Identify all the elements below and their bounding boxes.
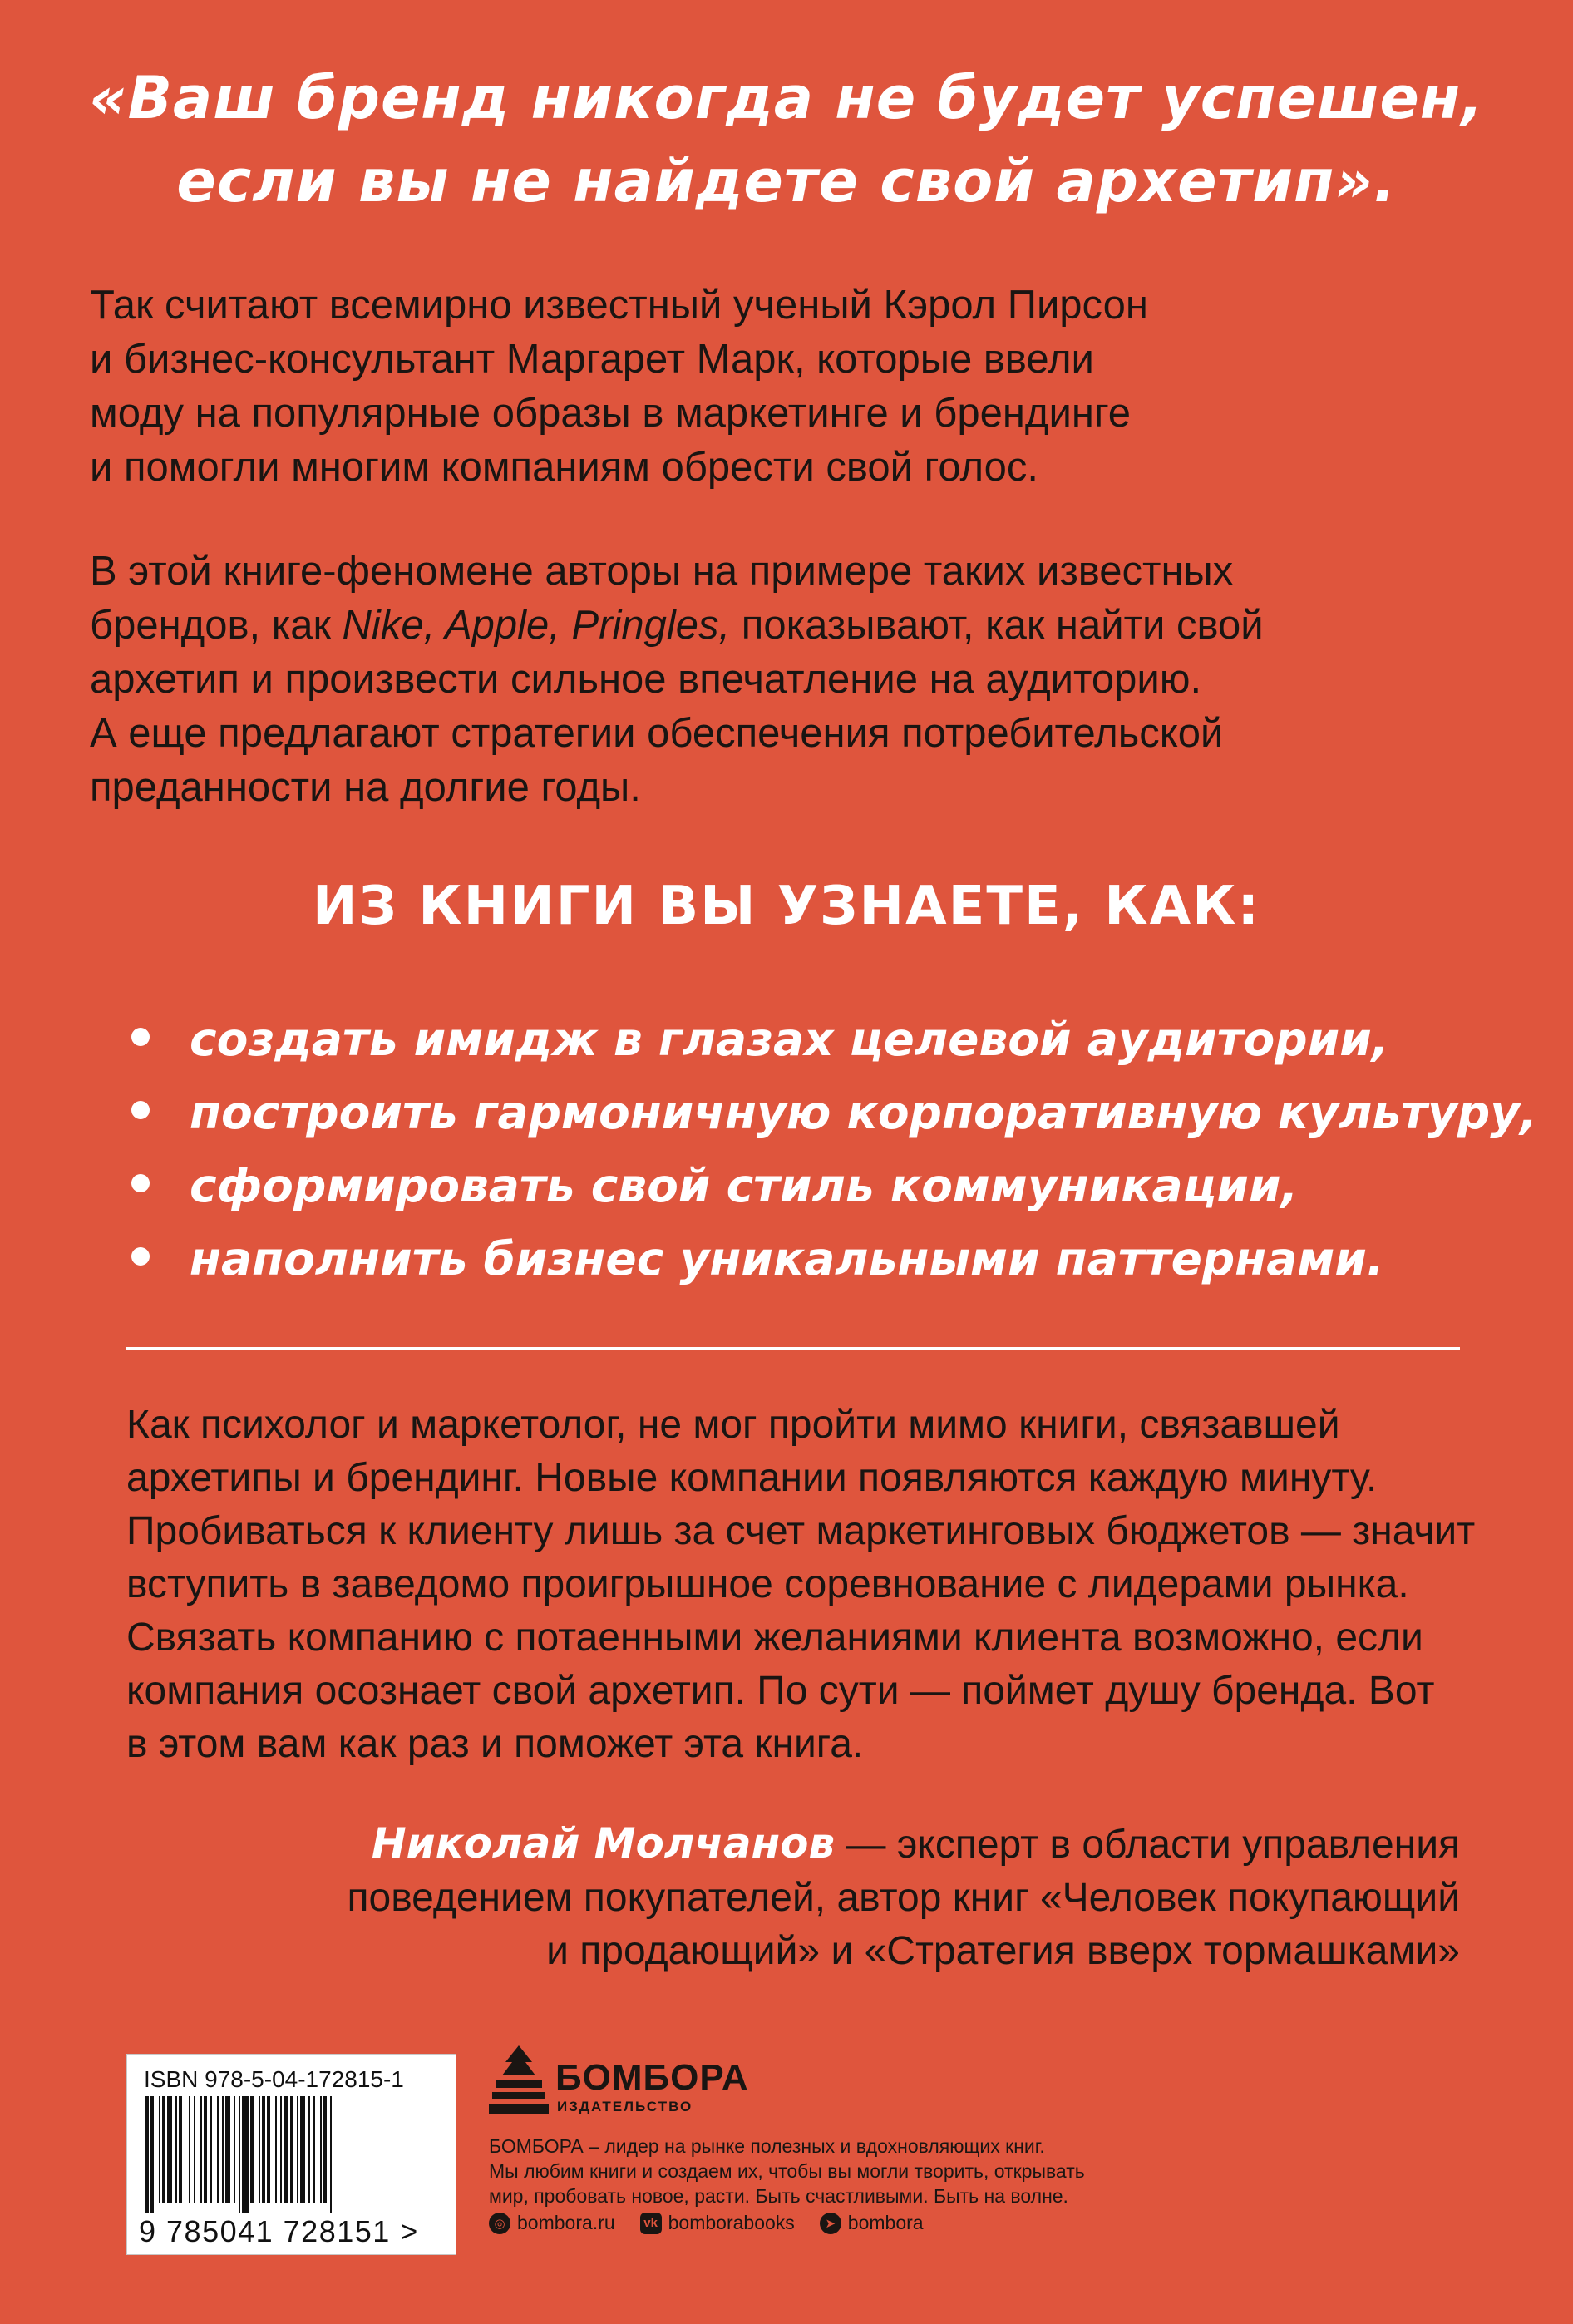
barcode-bar (313, 2096, 315, 2203)
learn-section-title: ИЗ КНИГИ ВЫ УЗНАЕТЕ, КАК: (312, 876, 1261, 937)
barcode-bar (330, 2096, 332, 2213)
list-item (125, 1149, 1538, 1222)
description-line: преданности на долгие годы. (90, 765, 641, 810)
globe-icon: ◎ (489, 2213, 510, 2234)
bullet-icon (131, 1028, 150, 1046)
social-label: bombora.ru (517, 2212, 615, 2233)
barcode-bar (204, 2096, 207, 2203)
list-item-text: создать имидж в глазах целевой аудитории, (190, 1013, 1389, 1066)
description-line: А еще предлагают стратегии обеспечения потребительской (90, 711, 1224, 756)
author-line: поведением покупателей, автор книг «Человек покупающий (347, 1876, 1460, 1920)
intro-line: и помогли многим компаниям обрести свой голос. (90, 445, 1039, 490)
publisher-desc-line: мир, пробовать новое, расти. Быть счастливыми. Быть на волне. (489, 2185, 1068, 2207)
list-item (125, 1222, 1538, 1295)
publisher-logo-icon (489, 2042, 549, 2119)
barcode-bar (150, 2096, 154, 2213)
social-label: bombora (847, 2212, 924, 2233)
barcode-bar (262, 2096, 265, 2203)
review-line: архетипы и брендинг. Новые компании появляются каждую минуту. (126, 1456, 1378, 1500)
intro-line: моду на популярные образы в маркетинге и брендинге (90, 391, 1131, 436)
review-line: Как психолог и маркетолог, не мог пройти мимо книги, связавшей (126, 1403, 1340, 1447)
barcode-bar (320, 2096, 322, 2203)
isbn-number: ISBN 978-5-04-172815-1 (144, 2066, 404, 2092)
social-vk[interactable] (640, 2212, 795, 2234)
barcode-bar (159, 2096, 160, 2203)
publisher-subtitle: ИЗДАТЕЛЬСТВО (557, 2099, 693, 2114)
list-item (125, 1076, 1538, 1149)
publisher-description (489, 2134, 1470, 2208)
author-role: — эксперт в области управления (835, 1823, 1460, 1867)
intro-paragraph (90, 279, 1503, 495)
description-text: показывают, как найти свой (730, 603, 1264, 648)
review-line: в этом вам как раз и поможет эта книга. (126, 1722, 864, 1766)
vk-icon: vk (640, 2213, 662, 2234)
barcode-bar (189, 2096, 190, 2203)
barcode-bar (175, 2096, 177, 2203)
barcode-bar (259, 2096, 260, 2203)
barcode-bar (239, 2096, 240, 2213)
brand-names: Nike, Apple, Pringles, (342, 603, 731, 648)
section-divider (126, 1347, 1460, 1350)
barcode-bar (284, 2096, 288, 2203)
barcode-bar (222, 2096, 224, 2203)
barcode-bar (210, 2096, 212, 2203)
barcode-bar (167, 2096, 172, 2203)
barcode-bar (200, 2096, 202, 2203)
intro-line: и бизнес-консультант Маргарет Марк, которые ввели (90, 337, 1094, 382)
description-line: В этой книге-феномене авторы на примере таких известных (90, 549, 1234, 594)
review-paragraph (126, 1399, 1476, 1771)
barcode-bar (179, 2096, 182, 2203)
list-item-text: построить гармоничную корпоративную культуру, (190, 1086, 1538, 1139)
barcode-bar (267, 2096, 270, 2203)
review-line: Пробиваться к клиенту лишь за счет маркетинговых бюджетов — значит (126, 1509, 1476, 1553)
barcode-bar (275, 2096, 277, 2203)
review-line: вступить в заведомо проигрышное соревнование с лидерами рынка. (126, 1562, 1409, 1606)
barcode-bar (290, 2096, 293, 2203)
headline-quote (0, 57, 1573, 223)
description-paragraph (90, 545, 1503, 815)
barcode-bar (280, 2096, 282, 2203)
barcode-bar (242, 2096, 249, 2213)
publisher-desc-line: Мы любим книги и создаем их, чтобы вы могли творить, открывать (489, 2160, 1085, 2182)
barcode-bars (142, 2096, 441, 2213)
review-line: Связать компанию с потаенными желаниями клиента возможно, если (126, 1616, 1423, 1660)
barcode-bar (234, 2096, 235, 2203)
review-line: компания осознает свой архетип. По сути — поймет душу бренда. Вот (126, 1669, 1435, 1713)
barcode-bar (145, 2096, 149, 2213)
publisher-socials (489, 2212, 924, 2234)
barcode-bar (225, 2096, 230, 2203)
list-item (125, 1003, 1538, 1076)
author-line: и продающий» и «Стратегия вверх тормашками» (546, 1929, 1460, 1973)
description-line (90, 599, 1503, 653)
list-item-text: сформировать свой стиль коммуникации, (190, 1159, 1299, 1212)
publisher-desc-line: БОМБОРА – лидер на рынке полезных и вдохновляющих книг. (489, 2135, 1045, 2157)
social-website[interactable] (489, 2212, 615, 2234)
list-item-text: наполнить бизнес уникальными паттернами. (190, 1232, 1384, 1285)
intro-line: Так считают всемирно известный ученый Кэрол Пирсон (90, 283, 1148, 328)
description-text: брендов, как (90, 603, 343, 648)
description-line: архетип и произвести сильное впечатление на аудиторию. (90, 657, 1202, 702)
publisher-name: БОМБОРА (555, 2057, 749, 2098)
author-line (88, 1817, 1460, 1872)
telegram-icon: ➤ (820, 2213, 841, 2234)
author-attribution (88, 1817, 1460, 1978)
barcode-bar (300, 2096, 305, 2203)
barcode-bar (308, 2096, 310, 2203)
barcode-bar (162, 2096, 165, 2203)
barcode-block (126, 2054, 456, 2255)
barcode-bar (194, 2096, 195, 2203)
headline-line-1: «Ваш бренд никогда не будет успешен, (89, 64, 1484, 132)
barcode-bar (250, 2096, 254, 2203)
social-label: bomborabooks (668, 2212, 795, 2233)
headline-line-2: если вы не найдете свой архетип». (176, 147, 1397, 215)
barcode-digits: 9 785041 728151 > (139, 2214, 419, 2248)
author-name: Николай Молчанов (371, 1819, 836, 1868)
learn-list (125, 1003, 1538, 1295)
bullet-icon (131, 1247, 150, 1266)
social-telegram[interactable] (820, 2212, 924, 2234)
bullet-icon (131, 1174, 150, 1192)
bullet-icon (131, 1101, 150, 1119)
barcode-bar (323, 2096, 327, 2203)
barcode-bar (297, 2096, 298, 2203)
barcode-bar (217, 2096, 219, 2203)
